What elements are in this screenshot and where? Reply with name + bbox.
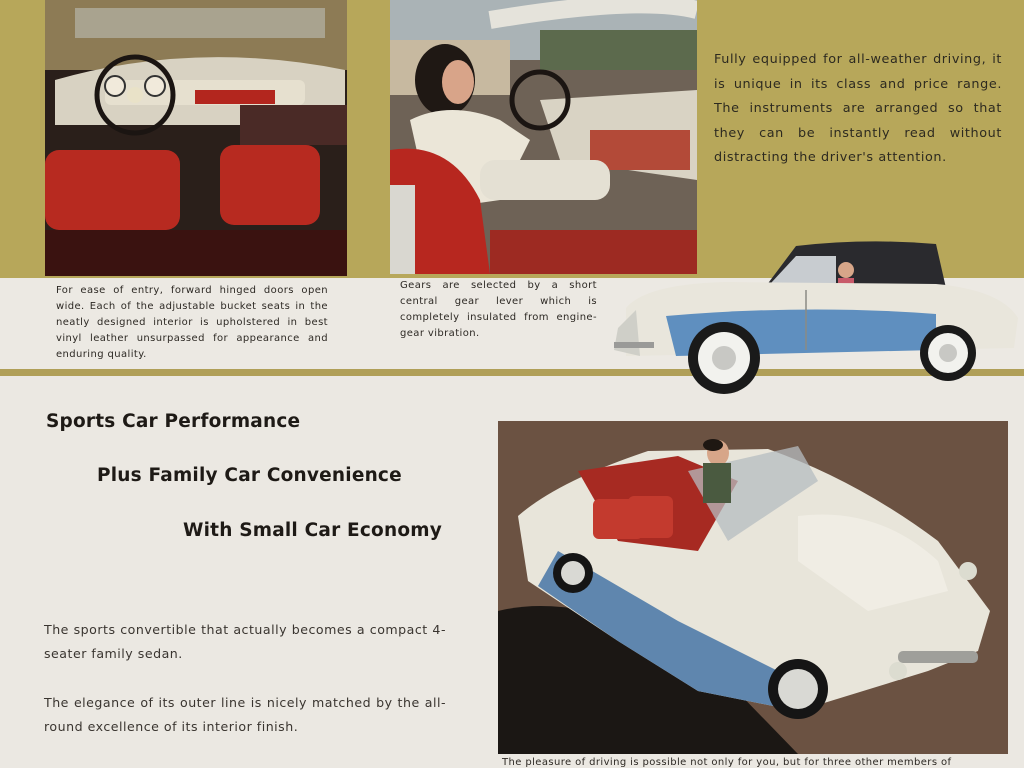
body-paragraph-2: The elegance of its outer line is nicely matched by the all-round excellence of its interior finish. <box>44 695 446 734</box>
caption-bottom: The pleasure of driving is possible not only for you, but for three other members of <box>502 757 952 768</box>
photo-woman-driving <box>390 0 697 274</box>
headline-sports-car: Sports Car Performance <box>46 411 301 432</box>
car-side-illustration <box>606 238 1020 398</box>
headline-small-car: With Small Car Economy <box>183 520 442 541</box>
body-paragraph-3-cut <box>44 758 84 768</box>
instruments-description: Fully equipped for all-weather driving, it is unique in its class and price range. The instruments are arranged so that they can be instantly read without distracting the driver's attention. <box>714 52 1002 165</box>
caption-entry: For ease of entry, forward hinged doors open wide. Each of the adjustable bucket seats in the neatly designed interior is upholstered in best vinyl leather unsurpassed for appearance and enduring quality. <box>56 285 328 360</box>
photo-convertible-top-view <box>498 421 1008 754</box>
caption-gears: Gears are selected by a short central gear lever which is completely insulated from engine-gear vibration. <box>400 280 597 339</box>
photo-dashboard-interior <box>45 0 347 276</box>
body-paragraph-1: The sports convertible that actually becomes a compact 4-seater family sedan. <box>44 622 446 661</box>
headline-family-car: Plus Family Car Convenience <box>97 465 402 486</box>
